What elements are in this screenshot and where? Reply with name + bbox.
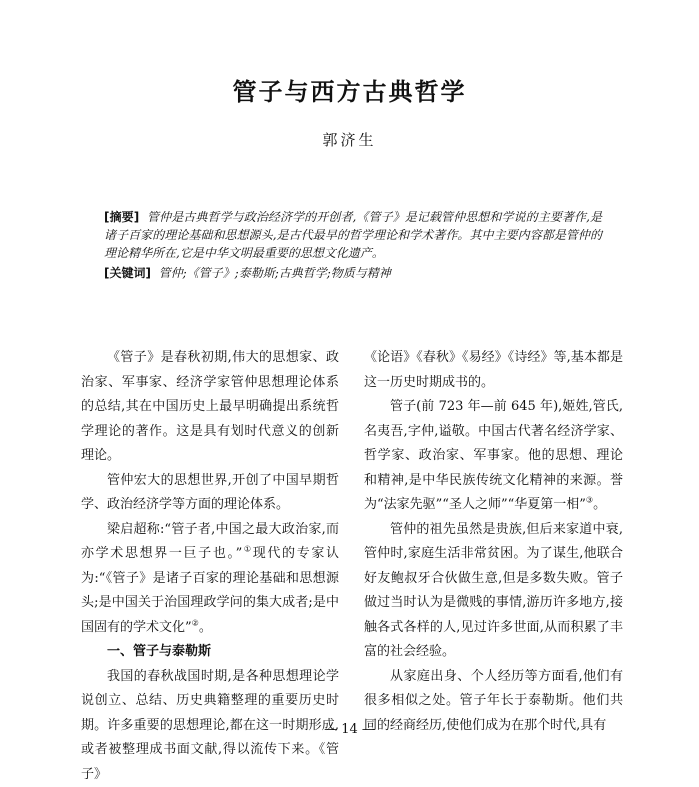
footnote-ref: ② [192,618,199,627]
paragraph [364,395,623,518]
paragraph-continued: 《论语》《春秋》《易经》《诗经》等,基本都是这一历史时期成书的。 [364,346,623,395]
section-heading: 一、管子与泰勒斯 [81,640,339,665]
paragraph-quote [81,518,339,641]
abstract-label: [摘要] [104,210,139,224]
right-column [364,346,623,738]
paragraph: 《管子》是春秋初期,伟大的思想家、政治家、军事家、经济学家管仲思想理论体系的总结,其在中国历史上最早明确提出系统哲学理论的著作。这是具有划时代意义的创新理论。 [81,346,339,469]
abstract-block [104,208,602,282]
page-number: — 14 — [0,722,699,737]
quote-text: 现代的专家认为:“《管子》是诸子百家的理论基础和思想源头;是中国关于治国理政学问的集大成者;是中国固有的学术文化” [81,546,339,635]
footnote-ref: ① [242,545,252,554]
paragraph: 从家庭出身、个人经历等方面看,他们有很多相似之处。管子年长于泰勒斯。他们共同的经商经历,使他们成为在那个时代,具有 [364,665,623,739]
left-column [81,346,339,787]
paragraph: 管仲的祖先虽然是贵族,但后来家道中衰,管仲时,家庭生活非常贫困。为了谋生,他联合好友鲍叔牙合伙做生意,但是多数失败。管子做过当时认为是微贱的事情,游历许多地方,接触各式各样的人,见过许多世面,从而积累了丰富的社会经验。 [364,518,623,665]
author-name: 郭济生 [0,129,699,150]
abstract-text [104,208,602,262]
footnote-ref: ③ [586,496,593,505]
punctuation: 。 [199,620,212,635]
punctuation: 。 [593,497,606,512]
keywords-label: [关键词] [104,266,151,280]
quote-text: 梁启超称:“管子者,中国之最大政治家,而亦学术思想界一巨子也。” [81,522,339,562]
keywords-text: 管仲;《管子》;泰勒斯;古典哲学;物质与精神 [159,266,391,280]
paragraph-text: 管子(前 723 年—前 645 年),姬姓,管氏,名夷吾,字仲,谥敬。中国古代著名经济学家、哲学家、政治家、军事家。他的思想、理论和精神,是中华民族传统文化精神的来源。誉为“法家先驱”“圣人之师”“华夏第一相” [364,399,623,512]
paragraph: 我国的春秋战国时期,是各种思想理论学说创立、总结、历史典籍整理的重要历史时期。许多重要的思想理论,都在这一时期形成,或者被整理成书面文献,得以流传下来。《管子》 [81,665,339,787]
paragraph: 管仲宏大的思想世界,开创了中国早期哲学、政治经济学等方面的理论体系。 [81,469,339,518]
article-title: 管子与西方古典哲学 [0,72,699,107]
abstract-body: 管仲是古典哲学与政治经济学的开创者,《管子》是记载管仲思想和学说的主要著作,是诸子百家的理论基础和思想源头,是古代最早的哲学理论和学术著作。其中主要内容都是管仲的理论精华所在,它是中华文明最重要的思想文化遗产。 [104,210,602,260]
keywords-line [104,264,602,282]
